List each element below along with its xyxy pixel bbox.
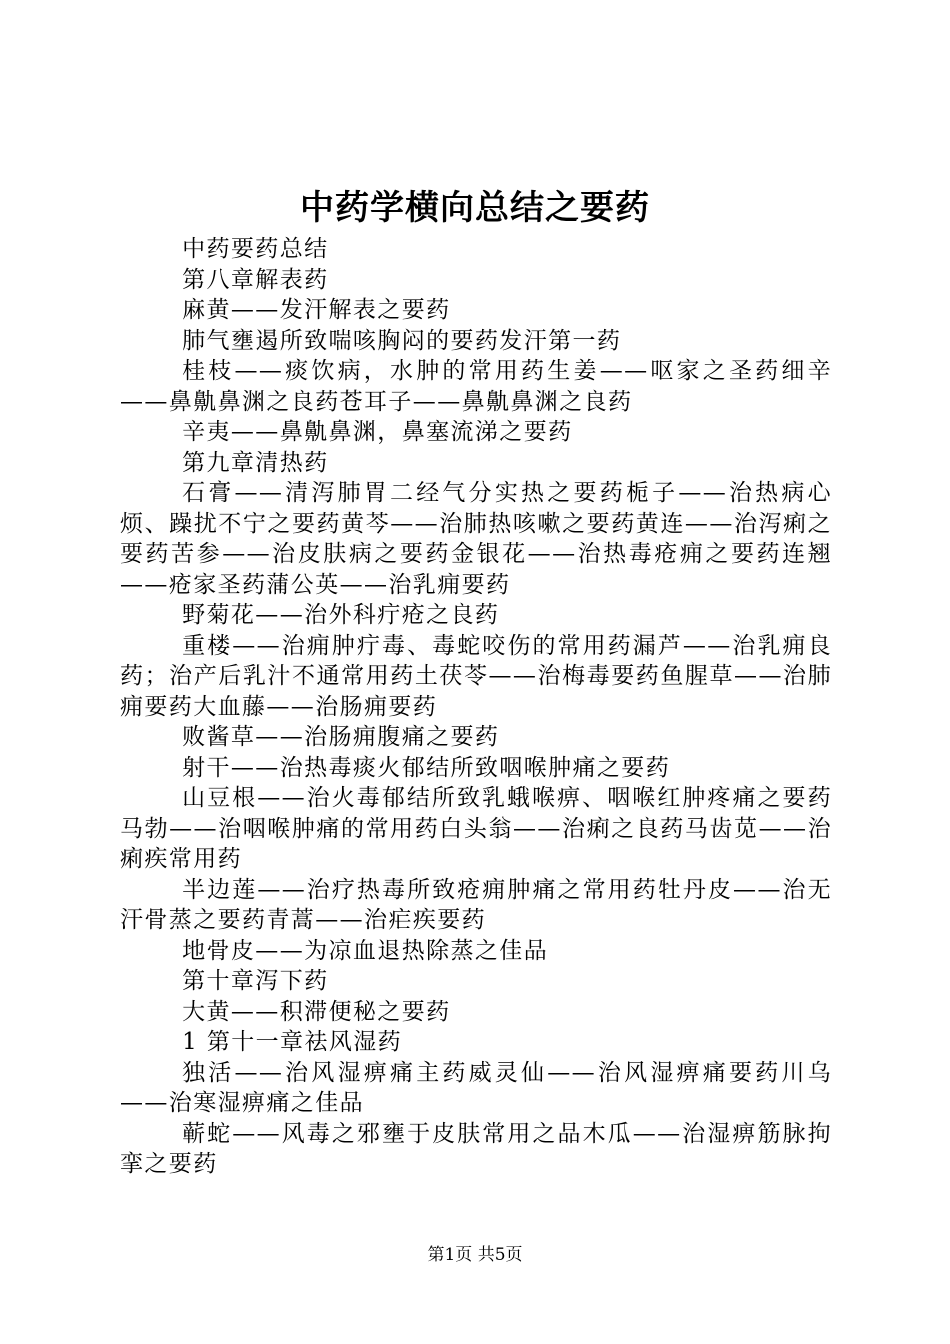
paragraph: 蕲蛇——风毒之邪壅于皮肤常用之品木瓜——治湿痹筋脉拘挛之要药 [120, 1120, 832, 1177]
paragraph: 肺气壅遏所致喘咳胸闷的要药发汗第一药 [182, 327, 622, 354]
paragraph: 射干——治热毒痰火郁结所致咽喉肿痛之要药 [182, 754, 671, 781]
page-footer: 第1页 共5页 [427, 1245, 523, 1265]
paragraph: 山豆根——治火毒郁结所致乳蛾喉痹、咽喉红肿疼痛之要药马勃——治咽喉肿痛的常用药白头翁——治痢之良药马齿苋——治痢疾常用药 [120, 785, 832, 872]
paragraph: 独活——治风湿痹痛主药威灵仙——治风湿痹痛要药川乌——治寒湿痹痛之佳品 [120, 1059, 832, 1116]
paragraph: 大黄——积滞便秘之要药 [182, 998, 451, 1025]
paragraph: 地骨皮——为凉血退热除蒸之佳品 [182, 937, 549, 964]
paragraph: 第九章清热药 [182, 449, 329, 476]
paragraph: 石膏——清泻肺胃二经气分实热之要药栀子——治热病心烦、躁扰不宁之要药黄芩——治肺热咳嗽之要药黄连——治泻痢之要药苦参——治皮肤病之要药金银花——治热毒疮痈之要药连翘——疮家圣药蒲公英——治乳痈要药 [120, 480, 832, 598]
paragraph: 野菊花——治外科疔疮之良药 [182, 602, 500, 628]
paragraph: 重楼——治痈肿疔毒、毒蛇咬伤的常用药漏芦——治乳痈良药；治产后乳汁不通常用药土茯苓——治梅毒要药鱼腥草——治肺痈要药大血藤——治肠痈要药 [120, 632, 832, 720]
paragraph: 辛夷——鼻鼽鼻渊，鼻塞流涕之要药 [182, 419, 573, 445]
document-title: 中药学横向总结之要药 [300, 188, 650, 228]
paragraph: 1 第十一章祛风湿药 [182, 1029, 403, 1055]
paragraph: 第八章解表药 [182, 266, 329, 293]
document-body [120, 234, 832, 1180]
paragraph: 中药要药总结 [182, 236, 329, 262]
paragraph: 桂枝——痰饮病，水肿的常用药生姜——呕家之圣药细辛——鼻鼽鼻渊之良药苍耳子——鼻鼽鼻渊之良药 [120, 358, 832, 415]
paragraph: 半边莲——治疗热毒所致疮痈肿痛之常用药牡丹皮——治无汗骨蒸之要药青蒿——治疟疾要药 [120, 876, 832, 933]
paragraph: 败酱草——治肠痈腹痛之要药 [182, 724, 500, 750]
paragraph: 第十章泻下药 [182, 968, 329, 994]
paragraph: 麻黄——发汗解表之要药 [182, 297, 451, 323]
